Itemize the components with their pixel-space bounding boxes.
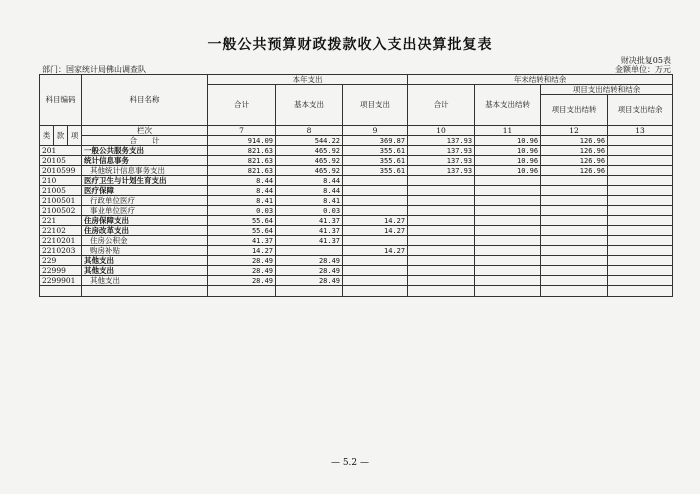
header-total: 合计 (208, 85, 276, 126)
amount-cell (408, 236, 475, 246)
amount-cell (608, 216, 673, 226)
amount-cell: 14.27 (343, 246, 408, 256)
subject-code-cell: 201 (40, 146, 82, 156)
amount-cell: 28.49 (276, 256, 343, 266)
total-value: 544.22 (276, 136, 343, 146)
amount-cell (408, 196, 475, 206)
subject-name-cell: 其他统计信息事务支出 (82, 166, 208, 176)
col-num-12: 12 (541, 126, 608, 136)
col-num-9: 9 (343, 126, 408, 136)
total-value: 914.09 (208, 136, 276, 146)
page-title: 一般公共预算财政拨款收入支出决算批复表 (207, 37, 493, 53)
subject-name-cell: 住房公积金 (82, 236, 208, 246)
subject-code-cell: 2100501 (40, 196, 82, 206)
table-row (40, 196, 673, 206)
amount-cell (541, 226, 608, 236)
col-num-7: 7 (208, 126, 276, 136)
amount-cell (541, 276, 608, 286)
amount-cell: 41.37 (208, 236, 276, 246)
form-code: 财决批复05表 (620, 56, 671, 65)
subject-name-cell: 其他支出 (82, 266, 208, 276)
subject-code-cell: 20105 (40, 156, 82, 166)
subject-code-cell: 22999 (40, 266, 82, 276)
amount-cell (343, 196, 408, 206)
amount-cell: 465.92 (276, 156, 343, 166)
total-value (608, 136, 673, 146)
amount-cell: 28.49 (208, 266, 276, 276)
amount-cell (276, 246, 343, 256)
header-lei: 类 (40, 126, 54, 146)
subject-code-cell: 210 (40, 176, 82, 186)
amount-cell (475, 226, 541, 236)
amount-cell: 355.61 (343, 156, 408, 166)
amount-cell (475, 256, 541, 266)
amount-cell (541, 256, 608, 266)
amount-cell: 8.44 (208, 176, 276, 186)
amount-cell (608, 276, 673, 286)
amount-cell (475, 236, 541, 246)
amount-cell: 821.63 (208, 156, 276, 166)
amount-cell (343, 206, 408, 216)
table-row (40, 236, 673, 246)
amount-cell (541, 196, 608, 206)
amount-cell (608, 166, 673, 176)
table-row (40, 276, 673, 286)
subject-code-cell: 2299901 (40, 276, 82, 286)
budget-table (39, 74, 673, 297)
header-project: 项目支出 (343, 85, 408, 126)
amount-cell: 14.27 (343, 216, 408, 226)
amount-cell (343, 236, 408, 246)
amount-cell: 126.96 (541, 166, 608, 176)
amount-cell (408, 276, 475, 286)
amount-cell (408, 216, 475, 226)
page-number: — 5.2 — (330, 458, 370, 468)
amount-cell (408, 226, 475, 236)
amount-cell (541, 236, 608, 246)
amount-cell: 465.92 (276, 146, 343, 156)
amount-cell (475, 266, 541, 276)
amount-cell: 10.96 (475, 156, 541, 166)
amount-cell (343, 186, 408, 196)
header-current-year: 本年支出 (208, 75, 408, 85)
total-value: 10.96 (475, 136, 541, 146)
subject-name-cell: 事业单位医疗 (82, 206, 208, 216)
amount-cell (608, 266, 673, 276)
amount-cell: 41.37 (276, 226, 343, 236)
amount-cell (343, 266, 408, 276)
amount-cell (475, 186, 541, 196)
table-row (40, 246, 673, 256)
amount-cell: 55.64 (208, 226, 276, 236)
subject-code-cell: 229 (40, 256, 82, 266)
amount-cell (475, 246, 541, 256)
amount-cell (608, 206, 673, 216)
table-row (40, 146, 673, 156)
department-label: 部门：国家统计局佛山调查队 (42, 65, 146, 74)
header-ye-total: 合计 (408, 85, 475, 126)
subject-code-cell: 21005 (40, 186, 82, 196)
header-basic: 基本支出 (276, 85, 343, 126)
subject-name-cell: 购房补贴 (82, 246, 208, 256)
amount-cell: 28.49 (276, 266, 343, 276)
total-value: 137.93 (408, 136, 475, 146)
amount-cell (541, 266, 608, 276)
amount-cell: 137.93 (408, 166, 475, 176)
subject-name-cell: 住房改革支出 (82, 226, 208, 236)
amount-cell: 355.61 (343, 146, 408, 156)
amount-cell: 10.96 (475, 166, 541, 176)
unit-label: 金额单位：万元 (615, 65, 671, 74)
amount-cell (608, 146, 673, 156)
amount-cell: 41.37 (276, 236, 343, 246)
amount-cell (608, 176, 673, 186)
col-num-10: 10 (408, 126, 475, 136)
amount-cell (343, 256, 408, 266)
amount-cell (541, 176, 608, 186)
header-subject-name: 科目名称 (82, 75, 208, 126)
amount-cell (608, 226, 673, 236)
total-row (40, 136, 673, 146)
amount-cell (475, 216, 541, 226)
amount-cell (475, 196, 541, 206)
table-row (40, 176, 673, 186)
col-num-11: 11 (475, 126, 541, 136)
header-year-end: 年末结转和结余 (408, 75, 673, 85)
header-project-surplus: 项目支出结余 (608, 95, 673, 126)
amount-cell: 8.44 (208, 186, 276, 196)
subject-name-cell: 其他支出 (82, 276, 208, 286)
total-label: 合 计 (82, 136, 208, 146)
header-kuan: 款 (54, 126, 68, 146)
amount-cell (608, 186, 673, 196)
amount-cell: 8.44 (276, 176, 343, 186)
amount-cell (408, 176, 475, 186)
amount-cell: 0.03 (276, 206, 343, 216)
amount-cell: 8.44 (276, 186, 343, 196)
table-row (40, 156, 673, 166)
amount-cell (408, 256, 475, 266)
subject-code-cell: 221 (40, 216, 82, 226)
col-num-13: 13 (608, 126, 673, 136)
subject-code-cell: 2210203 (40, 246, 82, 256)
amount-cell (608, 156, 673, 166)
amount-cell (475, 176, 541, 186)
amount-cell (408, 266, 475, 276)
subject-name-cell: 统计信息事务 (82, 156, 208, 166)
amount-cell: 28.49 (208, 276, 276, 286)
subject-name-cell: 其他支出 (82, 256, 208, 266)
table-row (40, 266, 673, 276)
amount-cell (541, 206, 608, 216)
amount-cell (608, 246, 673, 256)
table-row (40, 206, 673, 216)
amount-cell (343, 276, 408, 286)
amount-cell: 465.92 (276, 166, 343, 176)
amount-cell: 14.27 (208, 246, 276, 256)
header-subject-code: 科目编码 (40, 75, 82, 126)
subject-code-cell: 22102 (40, 226, 82, 236)
subject-name-cell: 一般公共服务支出 (82, 146, 208, 156)
amount-cell: 8.41 (276, 196, 343, 206)
amount-cell: 28.49 (276, 276, 343, 286)
total-value: 369.87 (343, 136, 408, 146)
amount-cell: 137.93 (408, 156, 475, 166)
amount-cell: 55.64 (208, 216, 276, 226)
table-row (40, 166, 673, 176)
amount-cell (541, 246, 608, 256)
amount-cell: 28.49 (208, 256, 276, 266)
amount-cell (408, 246, 475, 256)
amount-cell (408, 206, 475, 216)
amount-cell (608, 256, 673, 266)
total-value: 126.96 (541, 136, 608, 146)
amount-cell (541, 186, 608, 196)
subject-code-cell: 2010599 (40, 166, 82, 176)
amount-cell: 126.96 (541, 156, 608, 166)
amount-cell: 137.93 (408, 146, 475, 156)
header-xiang: 项 (68, 126, 82, 146)
amount-cell (608, 196, 673, 206)
subject-name-cell: 住房保障支出 (82, 216, 208, 226)
amount-cell (475, 276, 541, 286)
table-row (40, 186, 673, 196)
amount-cell: 0.03 (208, 206, 276, 216)
header-project-carry: 项目支出结转 (541, 95, 608, 126)
subject-code-cell: 2100502 (40, 206, 82, 216)
amount-cell (343, 176, 408, 186)
amount-cell (541, 216, 608, 226)
amount-cell: 14.27 (343, 226, 408, 236)
amount-cell: 355.61 (343, 166, 408, 176)
col-num-8: 8 (276, 126, 343, 136)
amount-cell (608, 236, 673, 246)
amount-cell (475, 206, 541, 216)
subject-name-cell: 医疗保障 (82, 186, 208, 196)
subject-code-cell: 2210201 (40, 236, 82, 246)
amount-cell: 821.63 (208, 146, 276, 156)
header-basic-carry: 基本支出结转 (475, 85, 541, 126)
amount-cell: 8.41 (208, 196, 276, 206)
subject-name-cell: 医疗卫生与计划生育支出 (82, 176, 208, 186)
amount-cell: 41.37 (276, 216, 343, 226)
table-row (40, 226, 673, 236)
header-project-carry-group: 项目支出结转和结余 (541, 85, 673, 95)
table-row (40, 216, 673, 226)
table-row (40, 256, 673, 266)
amount-cell (408, 186, 475, 196)
amount-cell: 10.96 (475, 146, 541, 156)
subject-name-cell: 行政单位医疗 (82, 196, 208, 206)
header-lanci: 栏次 (82, 126, 208, 136)
amount-cell: 821.63 (208, 166, 276, 176)
amount-cell: 126.96 (541, 146, 608, 156)
